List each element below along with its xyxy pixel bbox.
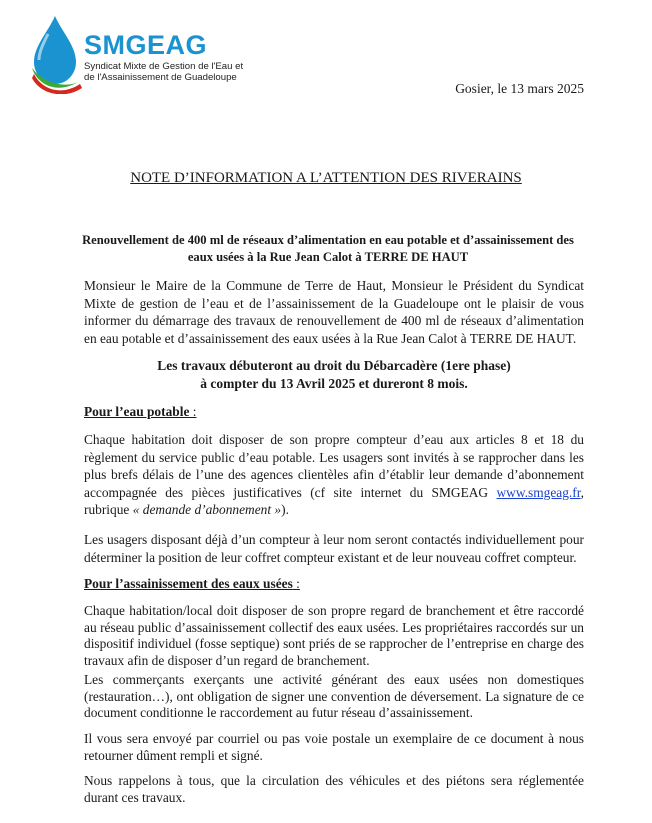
start-line-2: à compter du 13 Avril 2025 et dureront 8 mois. — [200, 376, 468, 391]
sanitation-paragraph-3: Il vous sera envoyé par courriel ou pas voie postale un exemplaire de ce document à nous retourner dûment rempli et signé. — [84, 731, 584, 763]
start-line-1: Les travaux débuteront au droit du Débarcadère (1ere phase) — [157, 358, 511, 373]
sanitation-paragraph-2: Les commerçants exerçants une activité générant des eaux usées non domestiques (restauration…), ont obligation de signer une convention de déversement. La signature de ce document conditionne le raccordement au futur réseau d’assainissement. — [84, 672, 584, 721]
date-line: Gosier, le 13 mars 2025 — [455, 81, 584, 96]
water-p1-italic: « demande d’abonnement » — [132, 502, 282, 518]
section-heading-sanitation-label: Pour l’assainissement des eaux usées — [84, 576, 293, 591]
water-p1-text: Chaque habitation doit disposer de son propre compteur d’eau aux articles 8 et 18 du règlement du service public d’eau potable. Les usagers sont invités à se rapprocher dans les plus brefs délais de l’une des agences clientèles afin d’établir leur demande d’abonnement accompagnée des pièces justificatives (cf site internet du SMGEAG — [84, 432, 584, 500]
section-heading-sanitation — [84, 575, 300, 593]
section-heading-sanitation-colon: : — [292, 576, 300, 591]
section-heading-water-colon: : — [189, 404, 197, 419]
start-announcement — [84, 357, 584, 393]
water-p1-end: ). — [281, 502, 289, 518]
sanitation-paragraph-4: Nous rappelons à tous, que la circulation des véhicules et des piétons sera réglementée durant ces travaux. — [84, 773, 584, 805]
logo-subtitle: Syndicat Mixte de Gestion de l'Eau et de l'Assainissement de Guadeloupe — [84, 61, 244, 83]
page-title: NOTE D’INFORMATION A L’ATTENTION DES RIVERAINS — [130, 170, 522, 186]
sanitation-paragraph-1: Chaque habitation/local doit disposer de son propre regard de branchement et être raccordé au réseau public d’assainissement collectif des eaux usées. Les propriétaires raccordés sur un dispositif individuel (fosse septique) sont priés de se rapprocher de l’entreprise en charge des travaux afin de disposer d’un regard de branchement. — [84, 603, 584, 668]
section-heading-water — [84, 403, 196, 421]
water-p1-mid: , rubrique — [84, 484, 584, 518]
subtitle: Renouvellement de 400 ml de réseaux d’alimentation en eau potable et d’assainissement des eaux usées à la Rue Jean Calot à TERRE DE HAUT — [82, 233, 574, 264]
water-drop-logo-icon — [28, 14, 84, 94]
water-paragraph-2: Les usagers disposant déjà d’un compteur à leur nom seront contactés individuellement pour déterminer la position de leur coffret compteur existant et de leur nouveau coffret compteur. — [84, 532, 584, 565]
logo-name: SMGEAG — [84, 30, 208, 60]
smgeag-website-link[interactable]: www.smgeag.fr — [496, 484, 581, 500]
section-heading-water-label: Pour l’eau potable — [84, 404, 190, 419]
intro-paragraph: Monsieur le Maire de la Commune de Terre de Haut, Monsieur le Président du Syndicat Mixte de gestion de l’eau et de l’assainissement de la Guadeloupe ont le plaisir de vous informer du démarrage des travaux de renouvellement de 400 ml de réseaux d’alimentation en eau potable et d’assainissement des eaux usées à la Rue Jean Calot à TERRE DE HAUT. — [84, 278, 584, 346]
smgeag-logo — [28, 14, 244, 94]
water-paragraph-1 — [84, 431, 584, 519]
